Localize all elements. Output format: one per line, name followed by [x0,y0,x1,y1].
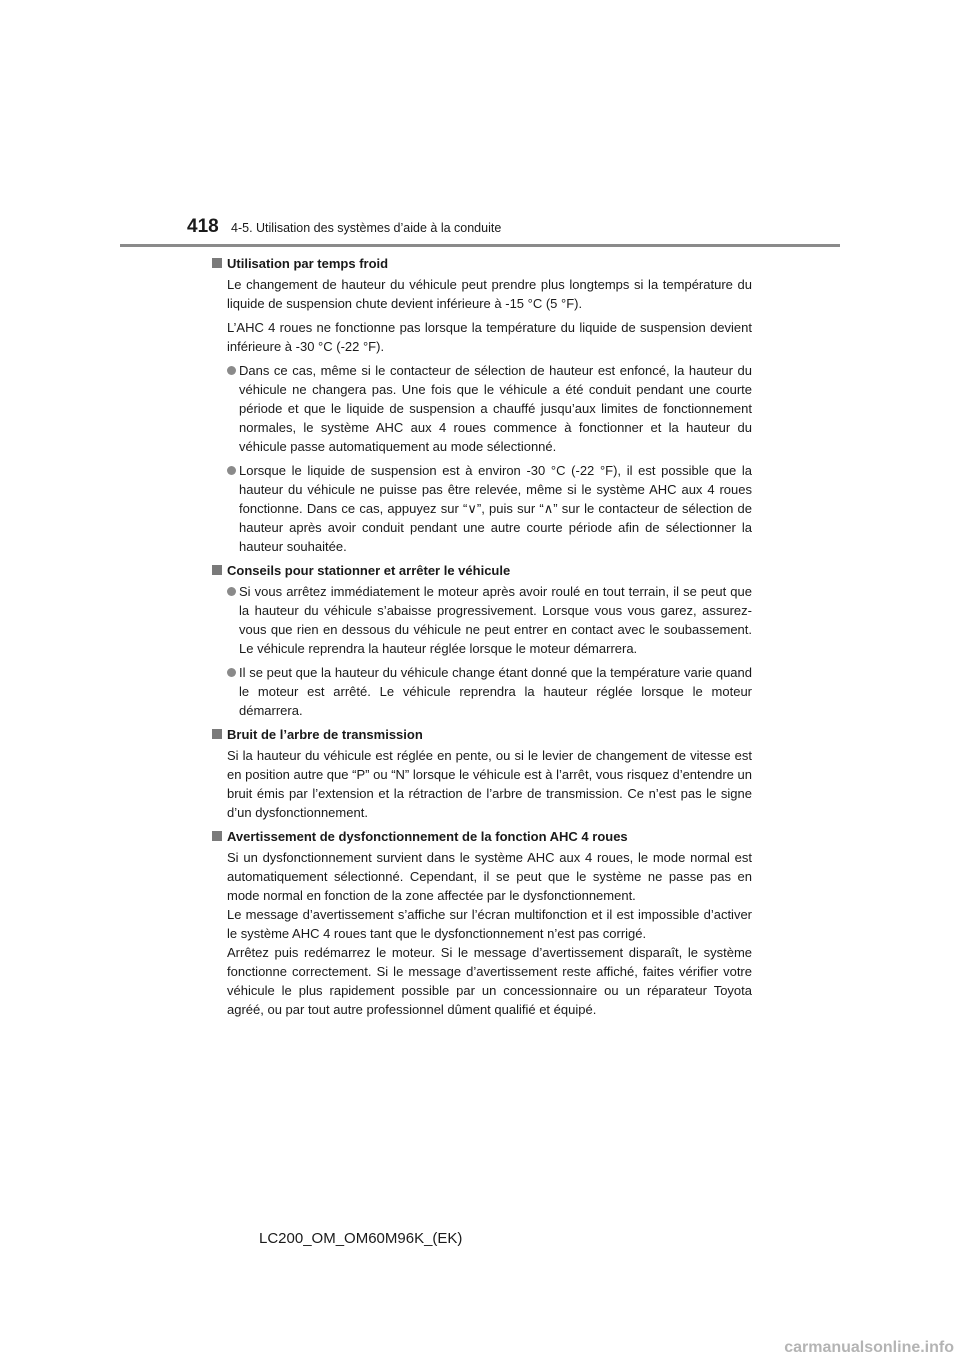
section-heading: Avertissement de dysfonctionnement de la fonction AHC 4 roues [212,827,752,846]
paragraph: Le message d’avertissement s’affiche sur l’écran multifonction et il est impossible d’activer le système AHC 4 roues tant que le dysfonctionnement n’est pas corrigé. [227,907,752,941]
header-divider [120,244,840,247]
circle-bullet-icon [227,466,236,475]
circle-bullet-icon [227,366,236,375]
document-code: LC200_OM_OM60M96K_(EK) [259,1230,463,1247]
paragraph: Si la hauteur du véhicule est réglée en pente, ou si le levier de changement de vitesse est en position autre que “P” ou “N” lorsque le véhicule est à l’arrêt, vous risquez d’entendre un bruit émis par l’extension et la rétraction de l’arbre de transmission. Ce n’est pas le signe d’un dysfonctionnement. [227,748,752,820]
paragraph: Le changement de hauteur du véhicule peut prendre plus longtemps si la température du liquide de suspension chute devient inférieure à -15 °C (5 °F). [227,277,752,311]
square-bullet-icon [212,831,222,841]
page-content [212,254,752,1019]
circle-bullet-icon [227,587,236,596]
list-item: Si vous arrêtez immédiatement le moteur après avoir roulé en tout terrain, il se peut que la hauteur du véhicule s’abaisse progressivement. Lorsque vous vous garez, assurez-vous que rien en dessous du véhicule ne peut entrer en contact avec le soubassement. Le véhicule reprendra la hauteur réglée lorsque le moteur démarrera. [227,582,752,658]
square-bullet-icon [212,565,222,575]
paragraph: Si un dysfonctionnement survient dans le système AHC aux 4 roues, le mode normal est automatiquement sélectionné. Cependant, il se peut que le système ne passe pas en mode normal en fonction de la zone affectée par le dysfonctionnement. [227,850,752,903]
watermark: carmanualsonline.info [784,1339,954,1356]
paragraph: L’AHC 4 roues ne fonctionne pas lorsque la température du liquide de suspension devient inférieure à -30 °C (-22 °F). [227,320,752,354]
list-item: Il se peut que la hauteur du véhicule change étant donné que la température varie quand le moteur est arrêté. Le véhicule reprendra la hauteur réglée lorsque le moteur démarrera. [227,663,752,720]
section-heading: Bruit de l’arbre de transmission [212,725,752,744]
paragraph: Arrêtez puis redémarrez le moteur. Si le message d’avertissement disparaît, le système fonctionne correctement. Si le message d’avertissement reste affiché, faites vérifier votre véhicule le plus rapidement possible par un concessionnaire ou un réparateur Toyota agréé, ou par tout autre professionnel dûment qualifié et équipé. [227,945,752,1017]
page-number: 418 [187,216,219,237]
circle-bullet-icon [227,668,236,677]
section-title: 4-5. Utilisation des systèmes d’aide à la conduite [231,221,502,235]
square-bullet-icon [212,729,222,739]
list-item: Dans ce cas, même si le contacteur de sélection de hauteur est enfoncé, la hauteur du véhicule ne changera pas. Une fois que le véhicule a été conduit pendant une courte période et que le liquide de suspension a chauffé jusqu’aux limites de fonctionnement normales, le système AHC aux 4 roues commence à fonctionner et la hauteur du véhicule passe automatiquement au mode sélectionné. [227,361,752,456]
square-bullet-icon [212,258,222,268]
section-heading: Conseils pour stationner et arrêter le véhicule [212,561,752,580]
section-heading: Utilisation par temps froid [212,254,752,273]
list-item: Lorsque le liquide de suspension est à environ -30 °C (-22 °F), il est possible que la hauteur du véhicule ne puisse pas être relevée, même si le système AHC aux 4 roues fonctionne. Dans ce cas, appuyez sur “∨”, puis sur “∧” sur le contacteur de sélection de hauteur après avoir conduit pendant une autre courte période afin de sélectionner la hauteur souhaitée. [227,461,752,556]
